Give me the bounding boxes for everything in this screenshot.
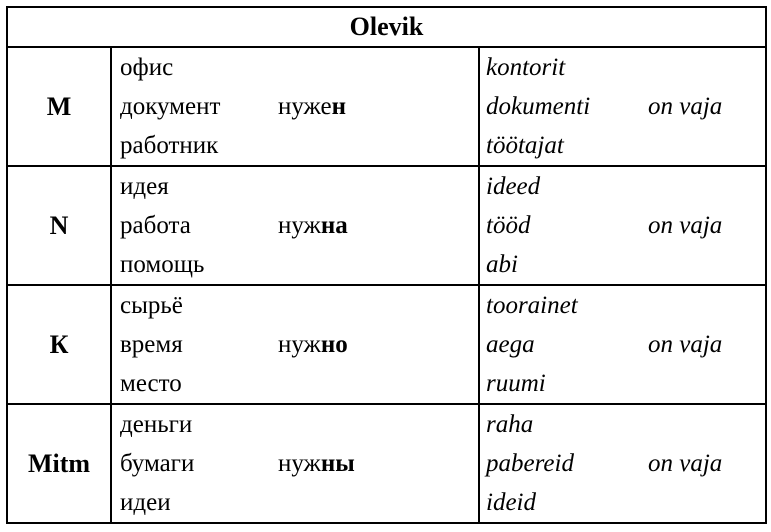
table-row xyxy=(7,285,766,404)
table-row xyxy=(7,166,766,285)
russian-cell xyxy=(111,404,479,523)
table-title-row xyxy=(7,7,766,47)
russian-predicate xyxy=(278,444,355,483)
russian-noun: документ xyxy=(120,93,221,120)
estonian-cell xyxy=(479,166,766,285)
estonian-noun: ideed xyxy=(486,173,541,200)
gender-label: N xyxy=(7,166,111,285)
estonian-noun: aega xyxy=(486,331,535,358)
russian-noun: бумаги xyxy=(120,450,195,477)
gender-label: Mitm xyxy=(7,404,111,523)
table-title: Olevik xyxy=(7,7,766,47)
russian-noun: офис xyxy=(120,54,174,81)
estonian-noun: ideid xyxy=(486,489,536,516)
russian-noun: работник xyxy=(120,132,219,159)
russian-noun: деньги xyxy=(120,411,193,438)
russian-cell xyxy=(111,47,479,166)
noun-agreement-table xyxy=(6,6,767,524)
predicate-stem: нуже xyxy=(278,93,332,120)
table-row xyxy=(7,404,766,523)
russian-noun: место xyxy=(120,370,182,397)
estonian-cell xyxy=(479,285,766,404)
estonian-noun: pabereid xyxy=(486,450,574,477)
estonian-noun: kontorit xyxy=(486,54,566,81)
russian-cell xyxy=(111,166,479,285)
russian-noun: идея xyxy=(120,173,169,200)
estonian-noun: töötajat xyxy=(486,132,564,159)
estonian-noun: toorainet xyxy=(486,292,578,319)
estonian-cell xyxy=(479,404,766,523)
predicate-ending: ны xyxy=(320,450,355,477)
russian-noun: помощь xyxy=(120,251,205,278)
gender-label: К xyxy=(7,285,111,404)
russian-cell xyxy=(111,285,479,404)
gender-label: M xyxy=(7,47,111,166)
predicate-stem: нуж xyxy=(278,212,321,239)
predicate-stem: нуж xyxy=(278,331,321,358)
russian-predicate xyxy=(278,325,348,364)
estonian-predicate: on vaja xyxy=(648,93,723,120)
predicate-stem: нуж xyxy=(278,450,321,477)
russian-predicate xyxy=(278,206,348,245)
russian-noun: время xyxy=(120,331,183,358)
estonian-predicate: on vaja xyxy=(648,450,723,477)
estonian-noun: raha xyxy=(486,411,534,438)
russian-noun: работа xyxy=(120,212,191,239)
estonian-noun: dokumenti xyxy=(486,93,591,120)
russian-noun: идеи xyxy=(120,489,171,516)
estonian-noun: abi xyxy=(486,251,518,278)
table-row xyxy=(7,47,766,166)
estonian-predicate: on vaja xyxy=(648,212,723,239)
russian-noun: сырьё xyxy=(120,292,183,319)
russian-predicate xyxy=(278,87,346,126)
predicate-ending: но xyxy=(320,331,348,358)
estonian-noun: tööd xyxy=(486,212,531,239)
predicate-ending: на xyxy=(320,212,348,239)
predicate-ending: н xyxy=(331,93,346,120)
estonian-noun: ruumi xyxy=(486,370,546,397)
estonian-cell xyxy=(479,47,766,166)
estonian-predicate: on vaja xyxy=(648,331,723,358)
